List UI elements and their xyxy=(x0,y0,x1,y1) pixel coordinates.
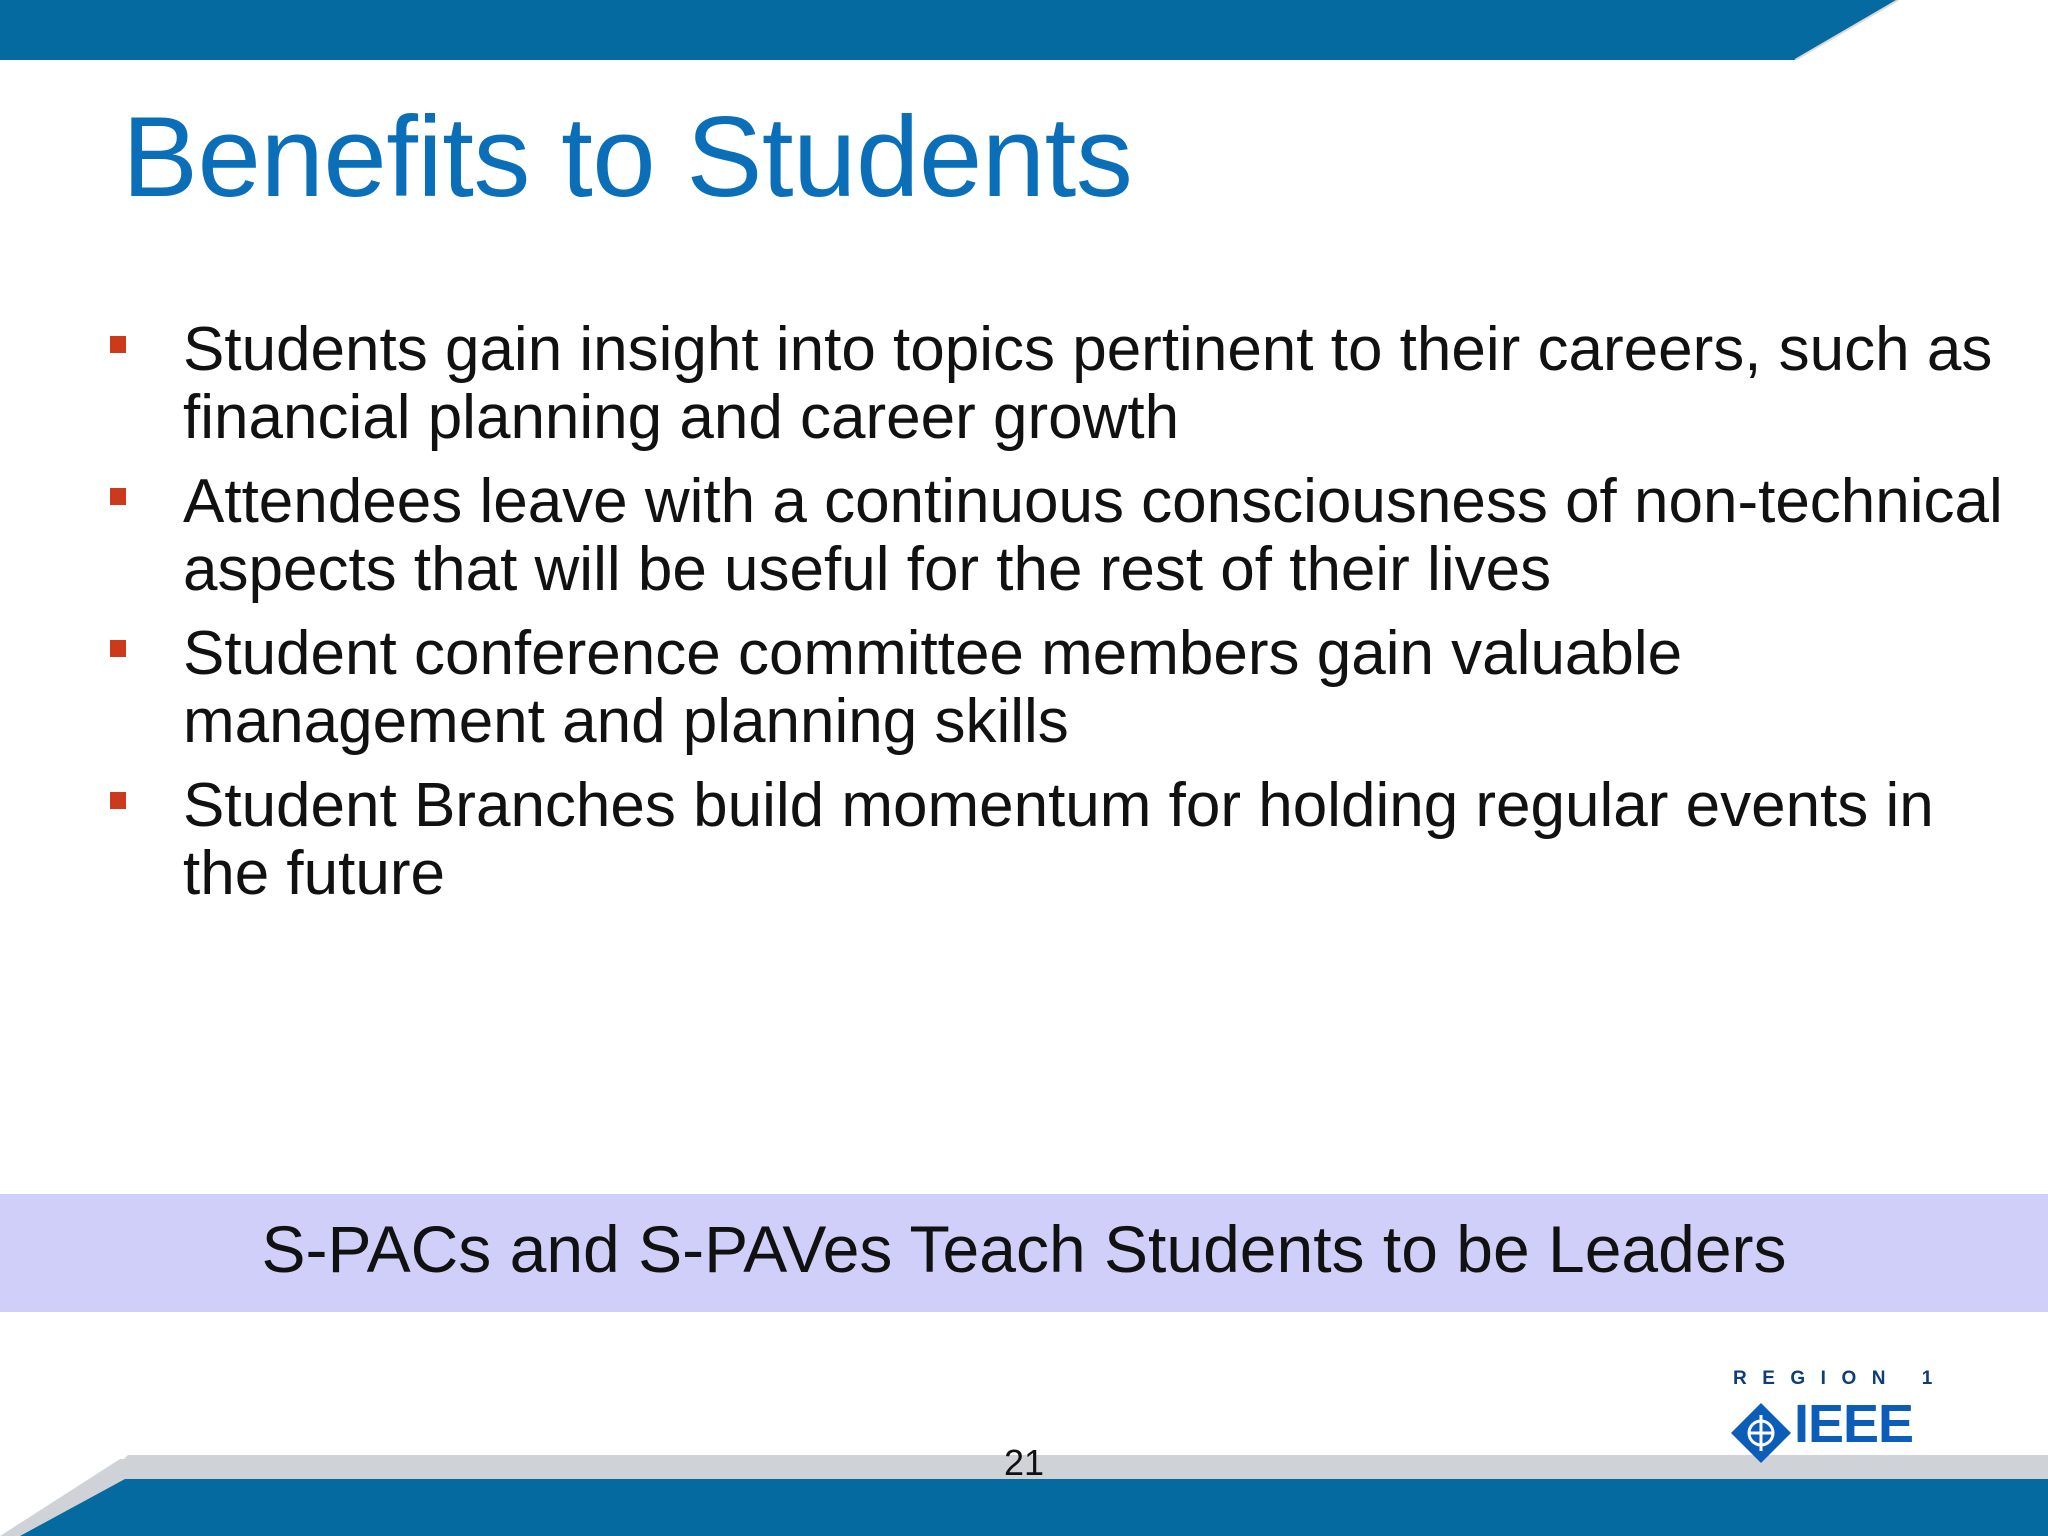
tagline-text: S-PACs and S-PAVes Teach Students to be Leaders xyxy=(261,1212,1787,1286)
bullet-square-icon xyxy=(110,488,126,505)
bullet-text: Students gain insight into topics pertinent to their careers, such as financial planning and career growth xyxy=(183,315,1993,452)
bullet-text: Student Branches build momentum for holding regular events in the future xyxy=(183,771,1934,908)
logo-region-text: REGION 1 xyxy=(1733,1368,1948,1389)
bullet-square-icon xyxy=(110,640,126,657)
bullet-square-icon xyxy=(110,336,126,353)
bullet-text: Attendees leave with a continuous consciousness of non-technical aspects that will be useful for the rest of their lives xyxy=(183,467,2003,604)
ieee-diamond-icon xyxy=(1730,1402,1792,1464)
bullet-item xyxy=(108,620,2008,756)
logo-ieee-text: IEEE xyxy=(1794,1394,1914,1454)
tagline-banner xyxy=(0,1194,2048,1312)
bullet-text: Student conference committee members gain valuable management and planning skills xyxy=(183,619,1683,756)
bullet-item xyxy=(108,468,2008,604)
bullet-item xyxy=(108,772,2008,908)
ieee-region-logo xyxy=(1728,1368,1948,1458)
bullet-square-icon xyxy=(110,792,126,809)
top-banner xyxy=(0,0,2048,60)
slide-title: Benefits to Students xyxy=(122,94,1133,221)
bullet-item xyxy=(108,316,2008,452)
page-number: 21 xyxy=(1003,1442,1045,1483)
bullet-list xyxy=(108,316,2008,924)
